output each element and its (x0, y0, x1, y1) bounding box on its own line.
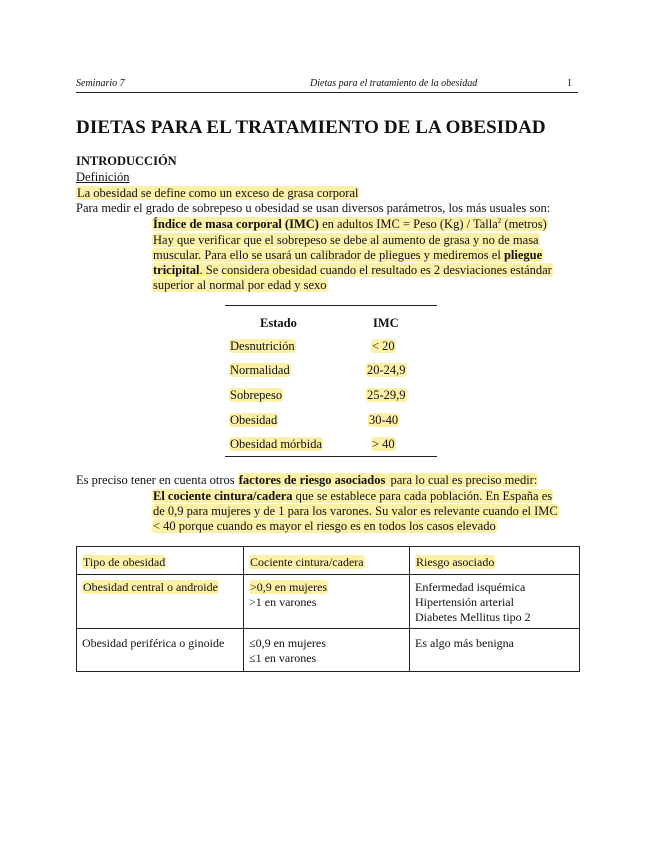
verify-line-1 (152, 232, 540, 248)
cell-risk-1: Enfermedad isquémica (415, 580, 526, 594)
imc-row-value (371, 437, 396, 452)
imc-line (152, 216, 548, 232)
header-type-text: Tipo de obesidad (83, 555, 166, 569)
ratio-line-1 (152, 488, 553, 504)
measure-intro: Para medir el grado de sobrepeso u obesidad se usan diversos parámetros, los más usuales son: (76, 201, 551, 215)
table-cell-ratio (249, 580, 328, 610)
imc-value-0: < 20 (372, 339, 395, 353)
cell-risk-2: Hipertensión arterial (415, 595, 514, 609)
header-seminar: Seminario 7 (76, 78, 125, 89)
definition-subheading: Definición (76, 170, 130, 184)
definition-text (76, 185, 359, 201)
ratio-line-3 (152, 518, 497, 534)
table-header-type (82, 555, 166, 570)
imc-estado-4: Obesidad mórbida (230, 437, 322, 451)
table-header-risk (415, 555, 495, 570)
risk-intro (76, 472, 538, 488)
table-divider (243, 547, 244, 671)
imc-row-value (371, 339, 396, 354)
ratio-bold: El cociente cintura/cadera (153, 489, 293, 503)
page-header (76, 78, 578, 93)
ratio-1-text: que se establece para cada población. En España es (292, 489, 553, 503)
table-cell-risk (415, 580, 531, 625)
cell-ratio-peripheral-men: ≤1 en varones (249, 651, 317, 665)
table-divider (409, 547, 410, 671)
highlight-ratio-1 (152, 489, 553, 503)
verify-2-bold: pliegue (503, 248, 543, 262)
imc-table (225, 305, 437, 457)
highlight-verify-1: Hay que verificar que el sobrepeso se debe al aumento de grasa y no de masa (153, 233, 539, 247)
table-cell-ratio (249, 636, 326, 666)
highlight-definition: La obesidad se define como un exceso de grasa corporal (77, 186, 359, 200)
imc-row-value (366, 388, 407, 403)
header-topic: Dietas para el tratamiento de la obesidad (310, 78, 478, 89)
cell-risk-3: Diabetes Mellitus tipo 2 (415, 610, 531, 624)
imc-row-estado (229, 339, 296, 354)
imc-value-3: 30-40 (369, 413, 399, 427)
verify-3-text: . Se considera obesidad cuando el resultado es 2 desviaciones estándar (199, 263, 552, 277)
header-ratio-text: Cociente cintura/cadera (250, 555, 364, 569)
imc-table-header-estado: Estado (260, 316, 297, 330)
imc-value-2: 25-29,9 (367, 388, 406, 402)
verify-line-3 (152, 262, 553, 278)
highlight-risk-factors: factores de riesgo asociados (238, 473, 386, 487)
highlight-verify-3 (152, 263, 553, 277)
imc-row-estado (229, 437, 323, 452)
highlight-verify-4: superior al normal por edad y sexo (153, 278, 327, 292)
cell-ratio-peripheral-women: ≤0,9 en mujeres (249, 636, 326, 650)
imc-row-value (368, 413, 399, 428)
table-divider (77, 628, 579, 629)
imc-row-estado (229, 388, 283, 403)
highlight-imc (152, 217, 548, 231)
cell-ratio-central-men: >1 en varones (249, 595, 317, 609)
highlight-ratio-2: de 0,9 para mujeres y de 1 para los varones. Su valor es relevante cuando el IMC (153, 504, 558, 518)
section-heading-intro: INTRODUCCIÓN (76, 154, 177, 168)
imc-bold: Índice de masa corporal (IMC) (153, 217, 319, 231)
highlight-ratio-3: < 40 porque cuando es mayor el riesgo es en todos los casos elevado (153, 519, 496, 533)
table-header-ratio (249, 555, 365, 570)
imc-row-estado (229, 413, 278, 428)
imc-estado-2: Sobrepeso (230, 388, 283, 402)
table-cell-risk: Es algo más benigna (415, 636, 514, 650)
imc-estado-1: Normalidad (230, 363, 290, 377)
table-cell-type (82, 580, 219, 595)
imc-table-header-imc: IMC (373, 316, 399, 330)
imc-row-value (366, 363, 407, 378)
imc-exponent: 2 (497, 216, 502, 225)
ratio-line-2 (152, 503, 559, 519)
imc-formula: en adultos IMC = Peso (Kg) / Talla (318, 217, 498, 231)
document-title: DIETAS PARA EL TRATAMIENTO DE LA OBESIDAD (76, 117, 546, 138)
verify-2-text: muscular. Para ello se usará un calibrador de pliegues y mediremos el (153, 248, 504, 262)
cell-ratio-central-women: >0,9 en mujeres (250, 580, 328, 594)
risk-intro-c: para lo cual es preciso medir: (387, 473, 538, 487)
imc-unit: (metros) (501, 217, 547, 231)
obesity-type-table (76, 546, 580, 672)
imc-value-1: 20-24,9 (367, 363, 406, 377)
imc-row-estado (229, 363, 291, 378)
highlight-verify-2 (152, 248, 543, 262)
imc-estado-0: Desnutrición (230, 339, 295, 353)
imc-estado-3: Obesidad (230, 413, 278, 427)
table-divider (77, 574, 579, 575)
page-number: 1 (567, 78, 572, 89)
cell-type-central: Obesidad central o androide (83, 580, 218, 594)
imc-value-4: > 40 (372, 437, 395, 451)
verify-line-2 (152, 247, 543, 263)
table-cell-type: Obesidad periférica o ginoide (82, 636, 225, 650)
verify-3-bold: tricipital (153, 263, 200, 277)
verify-line-4 (152, 277, 328, 293)
header-risk-text: Riesgo asociado (416, 555, 495, 569)
risk-intro-a: Es preciso tener en cuenta otros (76, 473, 238, 487)
